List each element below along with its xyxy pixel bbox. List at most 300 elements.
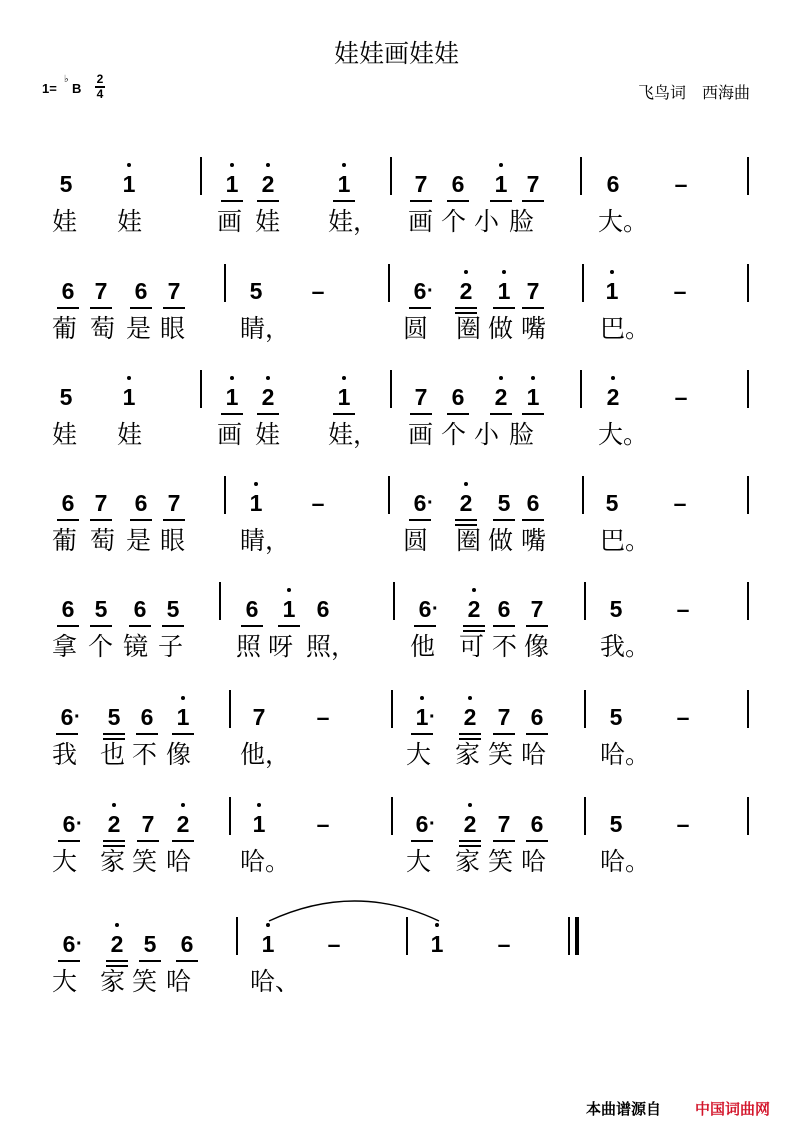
lyric-syllable: 照 bbox=[236, 632, 262, 661]
underline bbox=[411, 733, 433, 735]
note bbox=[56, 278, 80, 304]
underline bbox=[103, 733, 125, 735]
note-text: 1 bbox=[337, 171, 351, 197]
note-text: 5 bbox=[609, 704, 623, 730]
underline bbox=[241, 625, 263, 627]
underline bbox=[493, 840, 515, 842]
lyric-syllable: 镜 bbox=[123, 632, 149, 661]
tie-arc bbox=[265, 895, 445, 925]
note bbox=[462, 596, 486, 622]
lyric-syllable: 笑 bbox=[488, 740, 514, 769]
note bbox=[413, 596, 437, 622]
note bbox=[489, 384, 513, 410]
note bbox=[220, 171, 244, 197]
octave-dot bbox=[464, 270, 468, 274]
dash-note bbox=[311, 704, 335, 730]
note bbox=[410, 811, 434, 837]
underline bbox=[172, 733, 194, 735]
lyric-syllable: 眼 bbox=[160, 526, 186, 555]
note-text: 5 bbox=[609, 596, 623, 622]
staff-system bbox=[0, 474, 793, 564]
note-text: 6 bbox=[413, 278, 427, 304]
note bbox=[56, 490, 80, 516]
note bbox=[162, 278, 186, 304]
dash-note bbox=[322, 931, 346, 957]
octave-dot bbox=[342, 163, 346, 167]
barline bbox=[229, 690, 231, 728]
lyric-syllable: 家 bbox=[100, 847, 126, 876]
underline bbox=[176, 960, 198, 962]
dash-note bbox=[311, 811, 335, 837]
barline bbox=[747, 797, 749, 835]
note bbox=[102, 704, 126, 730]
underline bbox=[414, 625, 436, 627]
lyric-syllable: 哈。 bbox=[600, 847, 651, 876]
note-text: 1 bbox=[497, 278, 511, 304]
note-text: 1 bbox=[261, 931, 275, 957]
dash-note bbox=[306, 490, 330, 516]
lyric-syllable: 圆 bbox=[403, 526, 429, 555]
note-text: 6 bbox=[133, 596, 147, 622]
dash-note bbox=[671, 704, 695, 730]
note bbox=[136, 811, 160, 837]
staff-system bbox=[0, 688, 793, 778]
note-text: 6 bbox=[61, 490, 75, 516]
note-text: 7 bbox=[141, 811, 155, 837]
note-text: 6 bbox=[245, 596, 259, 622]
note bbox=[244, 278, 268, 304]
note-text: 7 bbox=[497, 811, 511, 837]
note bbox=[240, 596, 264, 622]
underline bbox=[447, 413, 469, 415]
underline bbox=[522, 413, 544, 415]
lyric-syllable: 家 bbox=[455, 740, 481, 769]
note bbox=[55, 704, 79, 730]
octave-dot bbox=[257, 803, 261, 807]
lyric-syllable: 家 bbox=[100, 967, 126, 996]
barline bbox=[584, 582, 586, 620]
note bbox=[600, 490, 624, 516]
note-text: 5 bbox=[497, 490, 511, 516]
octave-dot bbox=[181, 696, 185, 700]
note-text: – bbox=[676, 811, 690, 837]
underline bbox=[522, 307, 544, 309]
octave-dot bbox=[230, 376, 234, 380]
note bbox=[57, 931, 81, 957]
underline bbox=[493, 625, 515, 627]
octave-dot bbox=[342, 376, 346, 380]
octave-dot bbox=[127, 376, 131, 380]
note-text: 7 bbox=[497, 704, 511, 730]
octave-dot bbox=[611, 376, 615, 380]
lyric-syllable: 我 bbox=[52, 740, 78, 769]
underline bbox=[137, 840, 159, 842]
note bbox=[521, 278, 545, 304]
barline bbox=[391, 690, 393, 728]
note-text: 1 bbox=[282, 596, 296, 622]
lyric-syllable: 个 bbox=[441, 207, 467, 236]
note bbox=[175, 931, 199, 957]
note-text: 2 bbox=[467, 596, 481, 622]
note bbox=[54, 384, 78, 410]
time-bottom: 4 bbox=[96, 86, 104, 101]
time-signature bbox=[94, 73, 106, 101]
barline bbox=[388, 476, 390, 514]
note-text: 5 bbox=[107, 704, 121, 730]
note bbox=[332, 171, 356, 197]
octave-dot bbox=[610, 270, 614, 274]
note bbox=[408, 490, 432, 516]
lyric-syllable: 圆 bbox=[403, 314, 429, 343]
note bbox=[492, 596, 516, 622]
note bbox=[492, 811, 516, 837]
barline bbox=[582, 264, 584, 302]
barline bbox=[236, 917, 238, 955]
note-text: – bbox=[497, 931, 511, 957]
note-text: 6 bbox=[530, 704, 544, 730]
barline bbox=[224, 476, 226, 514]
note-text: 1 bbox=[430, 931, 444, 957]
note bbox=[410, 704, 434, 730]
staff-system bbox=[0, 262, 793, 352]
barline bbox=[391, 797, 393, 835]
note bbox=[128, 596, 152, 622]
note bbox=[56, 596, 80, 622]
octave-dot bbox=[115, 923, 119, 927]
lyric-syllable: 不 bbox=[492, 632, 518, 661]
note-text: 1 bbox=[337, 384, 351, 410]
barline bbox=[747, 264, 749, 302]
dash-note bbox=[671, 596, 695, 622]
note-text: 2 bbox=[176, 811, 190, 837]
octave-dot bbox=[464, 482, 468, 486]
note-text: 1 bbox=[605, 278, 619, 304]
lyric-syllable: 哈 bbox=[166, 967, 192, 996]
augmentation-dot: · bbox=[429, 706, 436, 728]
note-text: 1 bbox=[225, 171, 239, 197]
octave-dot bbox=[468, 803, 472, 807]
note-text: 1 bbox=[494, 171, 508, 197]
underline bbox=[163, 519, 185, 521]
barline bbox=[582, 476, 584, 514]
note-text: 5 bbox=[249, 278, 263, 304]
note-text: 2 bbox=[459, 490, 473, 516]
credits: 飞鸟词 西海曲 bbox=[637, 83, 750, 102]
dash-note bbox=[492, 931, 516, 957]
note bbox=[138, 931, 162, 957]
note-text: 2 bbox=[107, 811, 121, 837]
lyric-syllable: 画 bbox=[217, 207, 243, 236]
lyric-syllable: 也 bbox=[100, 740, 126, 769]
note-text: 6 bbox=[180, 931, 194, 957]
note bbox=[162, 490, 186, 516]
barline bbox=[747, 476, 749, 514]
note-text: 2 bbox=[459, 278, 473, 304]
lyric-syllable: 个 bbox=[88, 632, 114, 661]
lyric-syllable: 像 bbox=[166, 740, 192, 769]
note bbox=[409, 384, 433, 410]
octave-dot bbox=[127, 163, 131, 167]
lyric-syllable: 娃， bbox=[328, 207, 379, 236]
note-text: 5 bbox=[605, 490, 619, 516]
note-text: 5 bbox=[609, 811, 623, 837]
note bbox=[256, 171, 280, 197]
note-text: 1 bbox=[176, 704, 190, 730]
lyric-syllable: 画 bbox=[408, 420, 434, 449]
underline bbox=[493, 519, 515, 521]
note bbox=[332, 384, 356, 410]
note-text: 5 bbox=[143, 931, 157, 957]
note bbox=[601, 171, 625, 197]
note bbox=[89, 490, 113, 516]
octave-dot bbox=[502, 270, 506, 274]
note-text: 2 bbox=[606, 384, 620, 410]
note bbox=[171, 811, 195, 837]
lyric-syllable: 像 bbox=[524, 632, 550, 661]
octave-dot bbox=[472, 588, 476, 592]
note bbox=[161, 596, 185, 622]
lyric-syllable: 家 bbox=[455, 847, 481, 876]
lyric-syllable: 大。 bbox=[598, 420, 649, 449]
note bbox=[521, 384, 545, 410]
note bbox=[601, 384, 625, 410]
lyric-syllable: 是 bbox=[126, 526, 152, 555]
note-text: 1 bbox=[526, 384, 540, 410]
lyric-syllable: 葡 bbox=[52, 526, 78, 555]
underline bbox=[221, 413, 243, 415]
note bbox=[604, 704, 628, 730]
staff-system bbox=[0, 915, 793, 1005]
note bbox=[311, 596, 335, 622]
note-text: 1 bbox=[122, 171, 136, 197]
lyric-syllable: 巴。 bbox=[600, 526, 651, 555]
octave-dot bbox=[499, 163, 503, 167]
note-text: – bbox=[674, 384, 688, 410]
augmentation-dot: · bbox=[432, 598, 439, 620]
note bbox=[521, 171, 545, 197]
lyric-syllable: 笑 bbox=[488, 847, 514, 876]
underline bbox=[162, 625, 184, 627]
note bbox=[129, 490, 153, 516]
note-text: – bbox=[311, 490, 325, 516]
underline bbox=[333, 200, 355, 202]
note bbox=[171, 704, 195, 730]
note bbox=[604, 596, 628, 622]
underline bbox=[103, 840, 125, 842]
lyric-syllable: 哈、 bbox=[250, 967, 301, 996]
lyric-syllable: 大 bbox=[406, 740, 432, 769]
note-text: 6 bbox=[134, 278, 148, 304]
underline bbox=[409, 307, 431, 309]
octave-dot bbox=[266, 163, 270, 167]
note bbox=[454, 490, 478, 516]
note-text: 7 bbox=[252, 704, 266, 730]
note bbox=[425, 931, 449, 957]
lyric-syllable: 大 bbox=[52, 847, 78, 876]
augmentation-dot: · bbox=[427, 280, 434, 302]
note bbox=[117, 384, 141, 410]
key-note: B bbox=[72, 81, 82, 96]
augmentation-dot: · bbox=[76, 813, 83, 835]
lyric-syllable: 睛， bbox=[240, 314, 291, 343]
note bbox=[89, 596, 113, 622]
lyric-syllable: 他， bbox=[240, 740, 291, 769]
octave-dot bbox=[181, 803, 185, 807]
lyric-syllable: 娃， bbox=[328, 420, 379, 449]
octave-dot bbox=[420, 696, 424, 700]
underline bbox=[410, 200, 432, 202]
note-text: 6 bbox=[451, 384, 465, 410]
lyric-syllable: 可 bbox=[459, 632, 485, 661]
barline bbox=[568, 917, 570, 955]
note bbox=[102, 811, 126, 837]
lyric-syllable: 哈。 bbox=[240, 847, 291, 876]
barline bbox=[200, 157, 202, 195]
lyric-syllable: 做 bbox=[488, 526, 514, 555]
note-text: 2 bbox=[110, 931, 124, 957]
tie-path bbox=[269, 901, 439, 921]
dash-note bbox=[671, 811, 695, 837]
note bbox=[117, 171, 141, 197]
underline bbox=[493, 733, 515, 735]
note bbox=[492, 490, 516, 516]
note bbox=[454, 278, 478, 304]
octave-dot bbox=[266, 376, 270, 380]
underline bbox=[106, 960, 128, 962]
lyric-syllable: 圈 bbox=[456, 314, 482, 343]
note-text: 7 bbox=[414, 384, 428, 410]
note bbox=[247, 811, 271, 837]
note-text: 1 bbox=[415, 704, 429, 730]
note-text: 7 bbox=[167, 490, 181, 516]
dash-note bbox=[668, 278, 692, 304]
lyric-syllable: 不 bbox=[132, 740, 158, 769]
note-text: 6 bbox=[134, 490, 148, 516]
note bbox=[446, 171, 470, 197]
note-text: 6 bbox=[530, 811, 544, 837]
staff-system bbox=[0, 155, 793, 245]
lyric-syllable: 大 bbox=[52, 967, 78, 996]
underline bbox=[136, 733, 158, 735]
augmentation-dot: · bbox=[429, 813, 436, 835]
footer-source-site[interactable]: 中国词曲网 bbox=[695, 1100, 771, 1118]
note-text: – bbox=[673, 278, 687, 304]
barline bbox=[580, 157, 582, 195]
lyric-syllable: 他 bbox=[410, 632, 436, 661]
note-text: 6 bbox=[497, 596, 511, 622]
octave-dot bbox=[254, 482, 258, 486]
dash-note bbox=[668, 490, 692, 516]
note-text: 6 bbox=[62, 811, 76, 837]
underline bbox=[411, 840, 433, 842]
underline bbox=[57, 519, 79, 521]
dash-note bbox=[669, 384, 693, 410]
note-text: 2 bbox=[261, 171, 275, 197]
underline bbox=[129, 625, 151, 627]
note-text: 2 bbox=[261, 384, 275, 410]
staff-system bbox=[0, 368, 793, 458]
underline bbox=[455, 519, 477, 521]
note-text: 1 bbox=[225, 384, 239, 410]
note bbox=[220, 384, 244, 410]
note-text: 7 bbox=[526, 171, 540, 197]
lyric-syllable: 拿 bbox=[52, 632, 78, 661]
dash-note bbox=[669, 171, 693, 197]
lyric-syllable: 娃 bbox=[255, 420, 281, 449]
lyric-syllable: 大 bbox=[406, 847, 432, 876]
lyric-syllable: 萄 bbox=[90, 526, 116, 555]
note-text: – bbox=[674, 171, 688, 197]
note-text: – bbox=[676, 704, 690, 730]
note-text: 7 bbox=[530, 596, 544, 622]
note-text: 7 bbox=[414, 171, 428, 197]
underline bbox=[57, 625, 79, 627]
note bbox=[604, 811, 628, 837]
note bbox=[244, 490, 268, 516]
lyric-syllable: 娃 bbox=[117, 420, 143, 449]
note-text: – bbox=[316, 811, 330, 837]
note-text: 6 bbox=[316, 596, 330, 622]
time-top: 2 bbox=[96, 72, 104, 86]
underline bbox=[172, 840, 194, 842]
underline bbox=[130, 519, 152, 521]
lyric-syllable: 娃 bbox=[255, 207, 281, 236]
note bbox=[277, 596, 301, 622]
note bbox=[525, 704, 549, 730]
staff-system bbox=[0, 795, 793, 885]
octave-dot bbox=[112, 803, 116, 807]
lyric-syllable: 画 bbox=[408, 207, 434, 236]
song-title: 娃娃画娃娃 bbox=[333, 39, 459, 68]
note bbox=[458, 704, 482, 730]
note-text: 5 bbox=[59, 384, 73, 410]
note-text: 7 bbox=[526, 278, 540, 304]
note-text: 5 bbox=[166, 596, 180, 622]
underline bbox=[130, 307, 152, 309]
lyric-syllable: 画 bbox=[217, 420, 243, 449]
underline bbox=[139, 960, 161, 962]
note bbox=[54, 171, 78, 197]
flat-sign: ♭ bbox=[64, 74, 69, 85]
note-text: 6 bbox=[418, 596, 432, 622]
note bbox=[409, 171, 433, 197]
underline bbox=[333, 413, 355, 415]
lyric-syllable: 萄 bbox=[90, 314, 116, 343]
underline bbox=[56, 733, 78, 735]
lyric-syllable: 哈。 bbox=[600, 740, 651, 769]
note bbox=[525, 811, 549, 837]
underline bbox=[221, 200, 243, 202]
barline bbox=[584, 690, 586, 728]
augmentation-dot: · bbox=[76, 933, 83, 955]
note-text: 6 bbox=[62, 931, 76, 957]
note-text: – bbox=[311, 278, 325, 304]
underline bbox=[90, 625, 112, 627]
note bbox=[489, 171, 513, 197]
note bbox=[256, 384, 280, 410]
note-text: 1 bbox=[252, 811, 266, 837]
barline bbox=[219, 582, 221, 620]
barline bbox=[390, 157, 392, 195]
underline bbox=[90, 519, 112, 521]
underline bbox=[463, 625, 485, 627]
note bbox=[129, 278, 153, 304]
lyric-syllable: 个 bbox=[441, 420, 467, 449]
lyric-syllable: 葡 bbox=[52, 314, 78, 343]
lyric-syllable: 脸 bbox=[509, 420, 535, 449]
lyric-syllable: 娃 bbox=[52, 420, 78, 449]
note bbox=[492, 704, 516, 730]
